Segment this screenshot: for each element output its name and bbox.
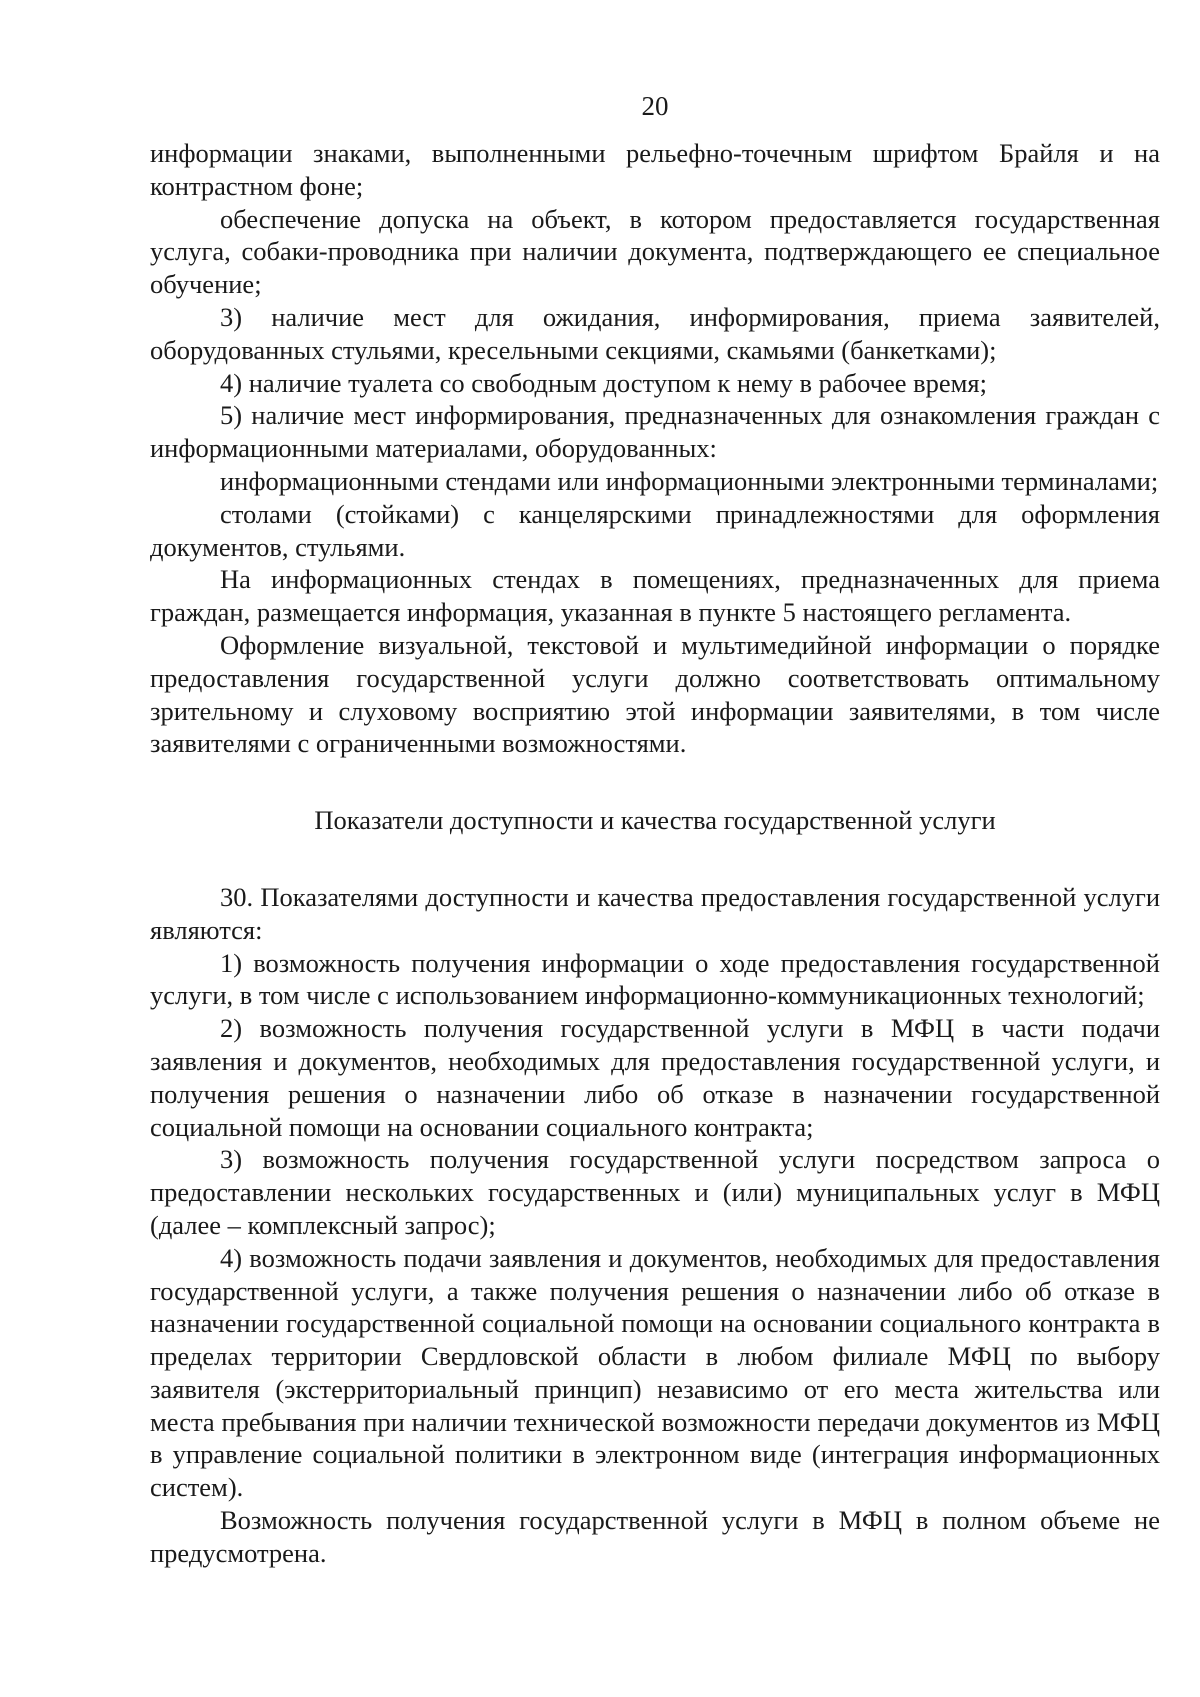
paragraph-indicator-4: 4) возможность подачи заявления и документов, необходимых для предоставления государственной услуги, а также получения решения о назначении либо об отказе в назначении государственной социальной помощи на основании социального контракта в пределах территории Свердловской области в любом филиале МФЦ по выбору заявителя (экстерриториальный принцип) независимо от его места жительства или места пребывания при наличии технической возможности передачи документов из МФЦ в управление социальной политики в электронном виде (интеграция информационных систем). [150,1242,1160,1503]
paragraph-item-3-waiting-places: 3) наличие мест для ожидания, информирования, приема заявителей, оборудованных стульями, кресельными секциями, скамьями (банкетками); [150,301,1160,365]
paragraph-indicator-1: 1) возможность получения информации о ходе предоставления государственной услуги, в том числе с использованием информационно-коммуникационных технологий; [150,947,1160,1011]
section-heading: Показатели доступности и качества государственной услуги [314,805,996,836]
paragraph-info-stands: информационными стендами или информационными электронными терминалами; [220,465,1159,496]
paragraph-indicator-2: 2) возможность получения государственной услуги в МФЦ в части подачи заявления и документов, необходимых для предоставления государственной услуги, и получения решения о назначении либо об отказе в назначении государственной социальной помощи на основании социального контракта; [150,1013,1160,1142]
paragraph-desks: столами (стойками) с канцелярскими принадлежностями для оформления документов, стульями. [150,498,1160,562]
document-body-top [150,137,1160,1570]
page-number: 20 [641,91,669,121]
paragraph-braille-continuation: информации знаками, выполненными рельефно-точечным шрифтом Брайля и на контрастном фоне; [150,138,1160,201]
paragraph-mfc-full-scope: Возможность получения государственной услуги в МФЦ в полном объеме не предусмотрена. [150,1505,1160,1568]
paragraph-indicator-3: 3) возможность получения государственной услуги посредством запроса о предоставлении нескольких государственных и (или) муниципальных услуг в МФЦ (далее – комплексный запрос); [150,1144,1160,1240]
paragraph-guide-dog-access: обеспечение допуска на объект, в котором предоставляется государственная услуга, собаки-проводника при наличии документа, подтверждающего ее специальное обучение; [150,203,1160,300]
paragraph-stands-info: На информационных стендах в помещениях, предназначенных для приема граждан, размещается информация, указанная в пункте 5 настоящего регламента. [150,564,1160,628]
paragraph-item-5-info-places: 5) наличие мест информирования, предназначенных для ознакомления граждан с информационными материалами, оборудованных: [150,400,1160,464]
paragraph-30-indicators: 30. Показателями доступности и качества предоставления государственной услуги являются: [150,881,1160,945]
paragraph-item-4-toilet: 4) наличие туалета со свободным доступом к нему в рабочее время; [220,367,987,398]
paragraph-info-design: Оформление визуальной, текстовой и мультимедийной информации о порядке предоставления государственной услуги должно соответствовать оптимальному зрительному и слуховому восприятию этой информации заявителями, в том числе заявителями с ограниченными возможностями. [150,629,1160,759]
